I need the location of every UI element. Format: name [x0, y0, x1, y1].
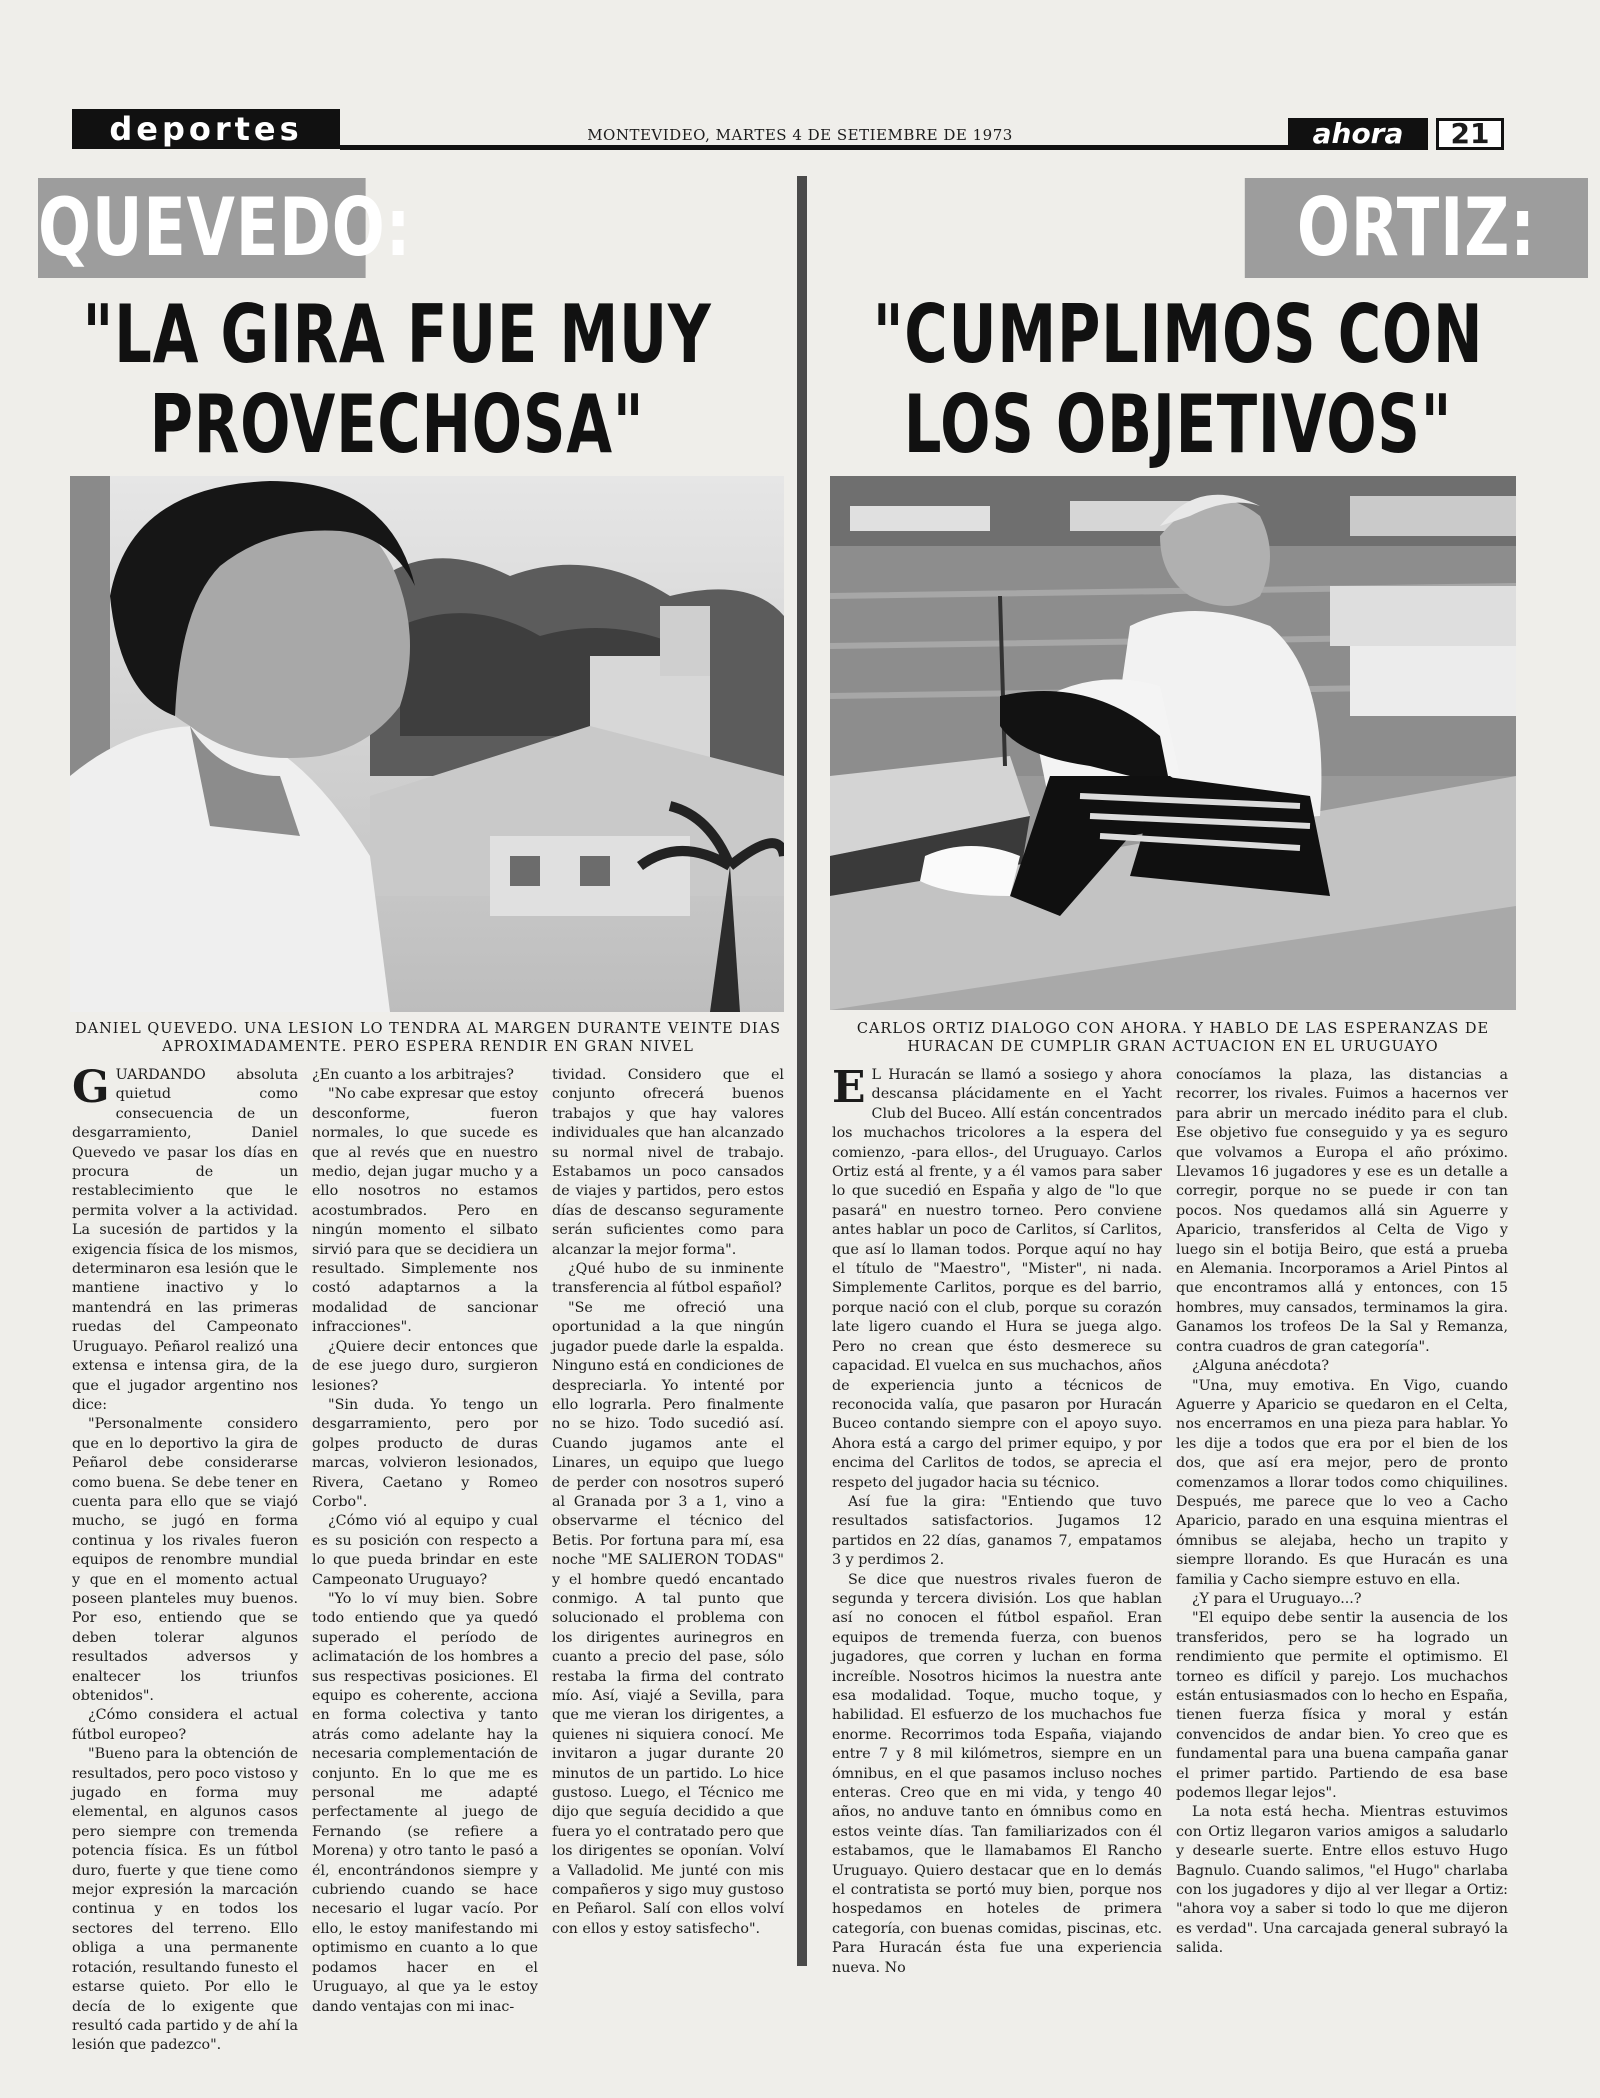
left-story-headline: "LA GIRA FUE MUY PROVECHOSA" — [82, 288, 712, 471]
paragraph: ¿Cómo considera el actual fútbol europeo? — [72, 1707, 298, 1743]
dropcap: G — [72, 1062, 110, 1113]
paragraph: "Una, muy emotiva. En Vigo, cuando Aguerre y Aparicio se quedaron en el Celta, nos encerramos en una pieza para hablar. Yo les dije a todos que era por el bien de los dos, que así era mejor, pero de pronto comenzamos a llorar todos como chiquilines. Después, me parece que lo veo a Cacho Aparicio, parado en una esquina mientras el ómnibus se alejaba, hecho un trapito y siempre llorando. Es que Huracán es una familia y Cacho siempre estuvo en ella. — [1176, 1377, 1508, 1588]
section-tag: deportes — [72, 109, 340, 149]
paragraph: conocíamos la plaza, las distancias a recorrer, los rivales. Fuimos a hacernos ver para abrir un mercado inédito para el club. Ese objetivo fue conseguido y ya es seguro que volvamos a Europa el año próximo. Llevamos 16 jugadores y ese es un detalle a corregir, porque no se puede ir con tan pocos. Nos quedamos allá sin Aguerre y Aparicio, transferidos al Celta de Vigo y luego sin el botija Beiro, que está a prueba en Alemania. Incorporamos a Ariel Pintos al que encontramos allá y entonces, con 15 hombres, muy cansados, terminamos la gira. Ganamos los trofeos De la Sal y Remanza, contra cuadros de gran categoría". — [1176, 1067, 1508, 1355]
paragraph: "Se me ofreció una oportunidad a la que ningún jugador puede darle la espalda. Ninguno está en condiciones de despreciarla. Yo intenté por ello lograrla. Pero finalmente no se hizo. Todo sucedió así. Cuando jugamos ante el Linares, un equipo que luego de perder con nosotros superó al Granada por 3 a 1, vino a observarme el técnico del Betis. Por fortuna para mí, esa noche "ME SALIERON TODAS" y el hombre quedó encantado conmigo. A tal punto que solucionado el problema con los dirigentes aurinegros en cuanto a precio del pase, sólo restaba la firma del contrato mío. Así, viajé a Sevilla, para que me vieran los dirigentes, a quienes ni siquiera conocí. Me invitaron a jugar durante 20 minutos de un partido. Lo hice gustoso. Luego, el Técnico me dijo que seguía decidido a que fuera yo el contratado pero que los dirigentes se oponían. Volví a Valladolid. Me junté con mis compañeros y sigo muy gustoso en Peñarol. Salí con ellos volví con ellos y estoy satisfecho". — [552, 1299, 784, 1937]
paragraph: ¿Quiere decir entonces que de ese juego duro, surgieron lesiones? — [312, 1338, 538, 1394]
publication-name: ahora — [1288, 118, 1428, 150]
paragraph: "Sin duda. Yo tengo un desgarramiento, pero por golpes producto de duras marcas, volvieron lesionados, Rivera, Caetano y Romeo Corbo". — [312, 1396, 538, 1510]
paragraph: Así fue la gira: "Entiendo que tuvo resultados satisfactorios. Jugamos 12 partidos en 22 días, ganamos 7, empatamos 3 y perdimos 2. — [832, 1493, 1162, 1569]
ortiz-photo-illustration — [830, 476, 1516, 1010]
quevedo-photo-illustration — [70, 476, 784, 1012]
paragraph: "No cabe expresar que estoy desconforme, fueron normales, lo que sucede es que al revés que en nuestro medio, dejan jugar mucho y a ello nosotros no estamos acostumbrados. Pero en ningún momento el silbato sirvió para que se decidiera un resultado. Simplemente nos costó adaptarnos a la modalidad de sancionar infracciones". — [312, 1086, 538, 1336]
paragraph: La nota está hecha. Mientras estuvimos con Ortiz llegaron varios amigos a saludarlo y desearle suerte. Entre ellos estuvo Hugo Bagnulo. Cuando salimos, "el Hugo" charlaba con los jugadores y dijo al ver llegar a Ortiz: "ahora voy a saber si todo lo que me dijeron es verdad". Una carcajada general subrayó la salida. — [1176, 1804, 1508, 1957]
column-divider — [797, 176, 807, 1966]
ortiz-photo — [830, 476, 1516, 1010]
paragraph: "Bueno para la obtención de resultados, pero poco vistoso y jugado en forma muy elemental, en algunos casos pero siempre con tremenda potencia física. Es un fútbol duro, fuerte y que tiene como mejor expresión la marcación continua y en todos los sectores del terreno. Ello obliga a una permanente rotación, resultando funesto el estarse quieto. Por ello le decía de lo exigente que resultó cada partido y de ahí la lesión que padezco". — [72, 1746, 298, 2054]
paragraph: ¿Y para el Uruguayo...? — [1192, 1590, 1362, 1607]
paragraph: ¿Cómo vió al equipo y cual es su posición con respecto a lo que pueda brindar en este Campeonato Uruguayo? — [312, 1513, 538, 1588]
paragraph: ¿Alguna anécdota? — [1192, 1358, 1330, 1375]
left-story-column-3 — [552, 1066, 784, 1939]
left-story-name: QUEVEDO: — [38, 178, 366, 278]
left-story-column-2 — [312, 1066, 538, 2017]
dropcap: E — [832, 1062, 866, 1113]
paragraph: tividad. Considero que el conjunto ofrecerá buenos trabajos y que hay valores individuales que han alcanzado su normal nivel de trabajo. Estabamos un poco cansados de viajes y partidos, pero estos días de descanso seguramente serán suficientes como para alcanzar la mejor forma". — [552, 1067, 784, 1258]
page-number: 21 — [1436, 118, 1504, 150]
right-photo-caption: CARLOS ORTIZ DIALOGO CON AHORA. Y HABLO DE LAS ESPERANZAS DE HURACAN DE CUMPLIR GRAN ACTUACION EN EL URUGUAYO — [856, 1021, 1490, 1055]
left-story-column-1 — [72, 1062, 298, 2056]
dateline: MONTEVIDEO, MARTES 4 DE SETIEMBRE DE 1973 — [587, 126, 1013, 144]
left-photo-caption: DANIEL QUEVEDO. UNA LESION LO TENDRA AL MARGEN DURANTE VEINTE DIAS APROXIMADAMENTE. PERO ESPERA RENDIR EN GRAN NIVEL — [75, 1021, 781, 1055]
paragraph: "Yo lo ví muy bien. Sobre todo entiendo que ya quedó superado el período de aclimatación de los hombres a sus respectivas posiciones. El equipo es coherente, acciona en forma colectiva y tanto atrás como adelante hay la necesaria complementación de conjunto. En lo que me es personal me adapté perfectamente al juego de Fernando (se refiere a Morena) y otro tanto le pasó a él, encontrándonos siempre y cubriendo cuando se hace necesario el lugar vacío. Por ello, le estoy manifestando mi optimismo en cuanto a lo que podamos hacer en el Uruguayo, al que ya le estoy dando ventajas con mi inac- — [312, 1590, 538, 2015]
right-story-headline: "CUMPLIMOS CON LOS OBJETIVOS" — [872, 288, 1484, 471]
paragraph: ¿Qué hubo de su inminente transferencia al fútbol español? — [552, 1261, 784, 1297]
paragraph: GUARDANDO absoluta quietud como consecuencia de un desgarramiento, Daniel Quevedo ve pasar los días en procura de un restablecimiento que le permita volver a la actividad. La sucesión de partidos y la exigencia física de los mismos, determinaron esa lesión que le mantiene inactivo y lo mantendrá en las primeras ruedas del Campeonato Uruguayo. Peñarol realizó una extensa e intensa gira, de la que el jugador argentino nos dice: — [72, 1062, 298, 1413]
masthead-rule — [340, 145, 1305, 150]
right-story-column-2 — [1176, 1066, 1508, 1959]
right-story-column-1 — [832, 1062, 1162, 1978]
paragraph: "Personalmente considero que en lo deportivo la gira de Peñarol debe considerarse como buena. Se debe tener en cuenta para ello que se viajó mucho, se jugó en forma continua y los rivales fueron equipos de renombre mundial y que en el momento actual poseen planteles muy buenos. Por eso, entiendo que se deben tolerar algunos resultados adversos y enaltecer los triunfos obtenidos". — [72, 1416, 298, 1704]
paragraph: Se dice que nuestros rivales fueron de segunda y tercera división. Los que hablan así no conocen el fútbol español. Eran equipos de tremenda fuerza, con buenos jugadores, que corren y luchan en forma increíble. Nosotros hicimos la nuestra ante esa modalidad. Toque, mucho toque, y habilidad. El esfuerzo de los muchachos fue enorme. Recorrimos toda España, viajando entre 7 y 8 mil kilómetros, siempre en un ómnibus, en el que pasamos incluso noches enteras. Creo que en mi vida, y tengo 40 años, no anduve tanto en ómnibus como en estos veinte días. Tan familiarizados con él estabamos, que le llamabamos El Rancho Uruguayo. Quiero destacar que en lo demás el contratista se portó muy bien, porque nos hospedamos en hoteles de primera categoría, con buenas comidas, piscinas, etc. Para Huracán ésta fue una experiencia nueva. No — [832, 1571, 1162, 1976]
right-story-name: ORTIZ: — [1245, 178, 1588, 278]
paragraph: E L Huracán se llamó a sosiego y ahora descansa plácidamente en el Yacht Club del Buceo. Allí están concentrados los muchachos tricolores a la espera del comienzo, -para ellos-, del Uruguayo. Carlos Ortiz está al frente, y a él vamos para saber lo que sucedió en España y algo de "lo que pasará" en nuestro torneo. Pero conviene antes hablar un poco de Carlitos, sí Carlitos, que así lo llaman todos. Porque aquí no hay el título de "Maestro", "Mister", ni nada. Simplemente Carlitos, porque es del barrio, porque nació con el club, porque su corazón late ligero cuando el Hura se juega algo. Pero no crean que ésto desmerece su capacidad. El vuelca en sus muchachos, años de experiencia junto a técnicos de reconocida valía, que pasaron por Huracán Buceo contando siempre con el apoyo suyo. Ahora está a cargo del primer equipo, y por encima del Carlitos de todos, se aprecia el respeto del jugador hacia su técnico. — [832, 1062, 1162, 1491]
paragraph: "El equipo debe sentir la ausencia de los transferidos, pero se ha logrado un rendimiento que permite el optimismo. El torneo es difícil y parejo. Los muchachos están entusiasmados con lo hecho en España, tienen fuerza física y moral y están convencidos de andar bien. Yo creo que es fundamental para una buena campaña ganar el primer partido. Partiendo de esa base podemos llegar lejos". — [1176, 1610, 1508, 1802]
paragraph: ¿En cuanto a los arbitrajes? — [312, 1067, 514, 1083]
quevedo-photo — [70, 476, 784, 1012]
